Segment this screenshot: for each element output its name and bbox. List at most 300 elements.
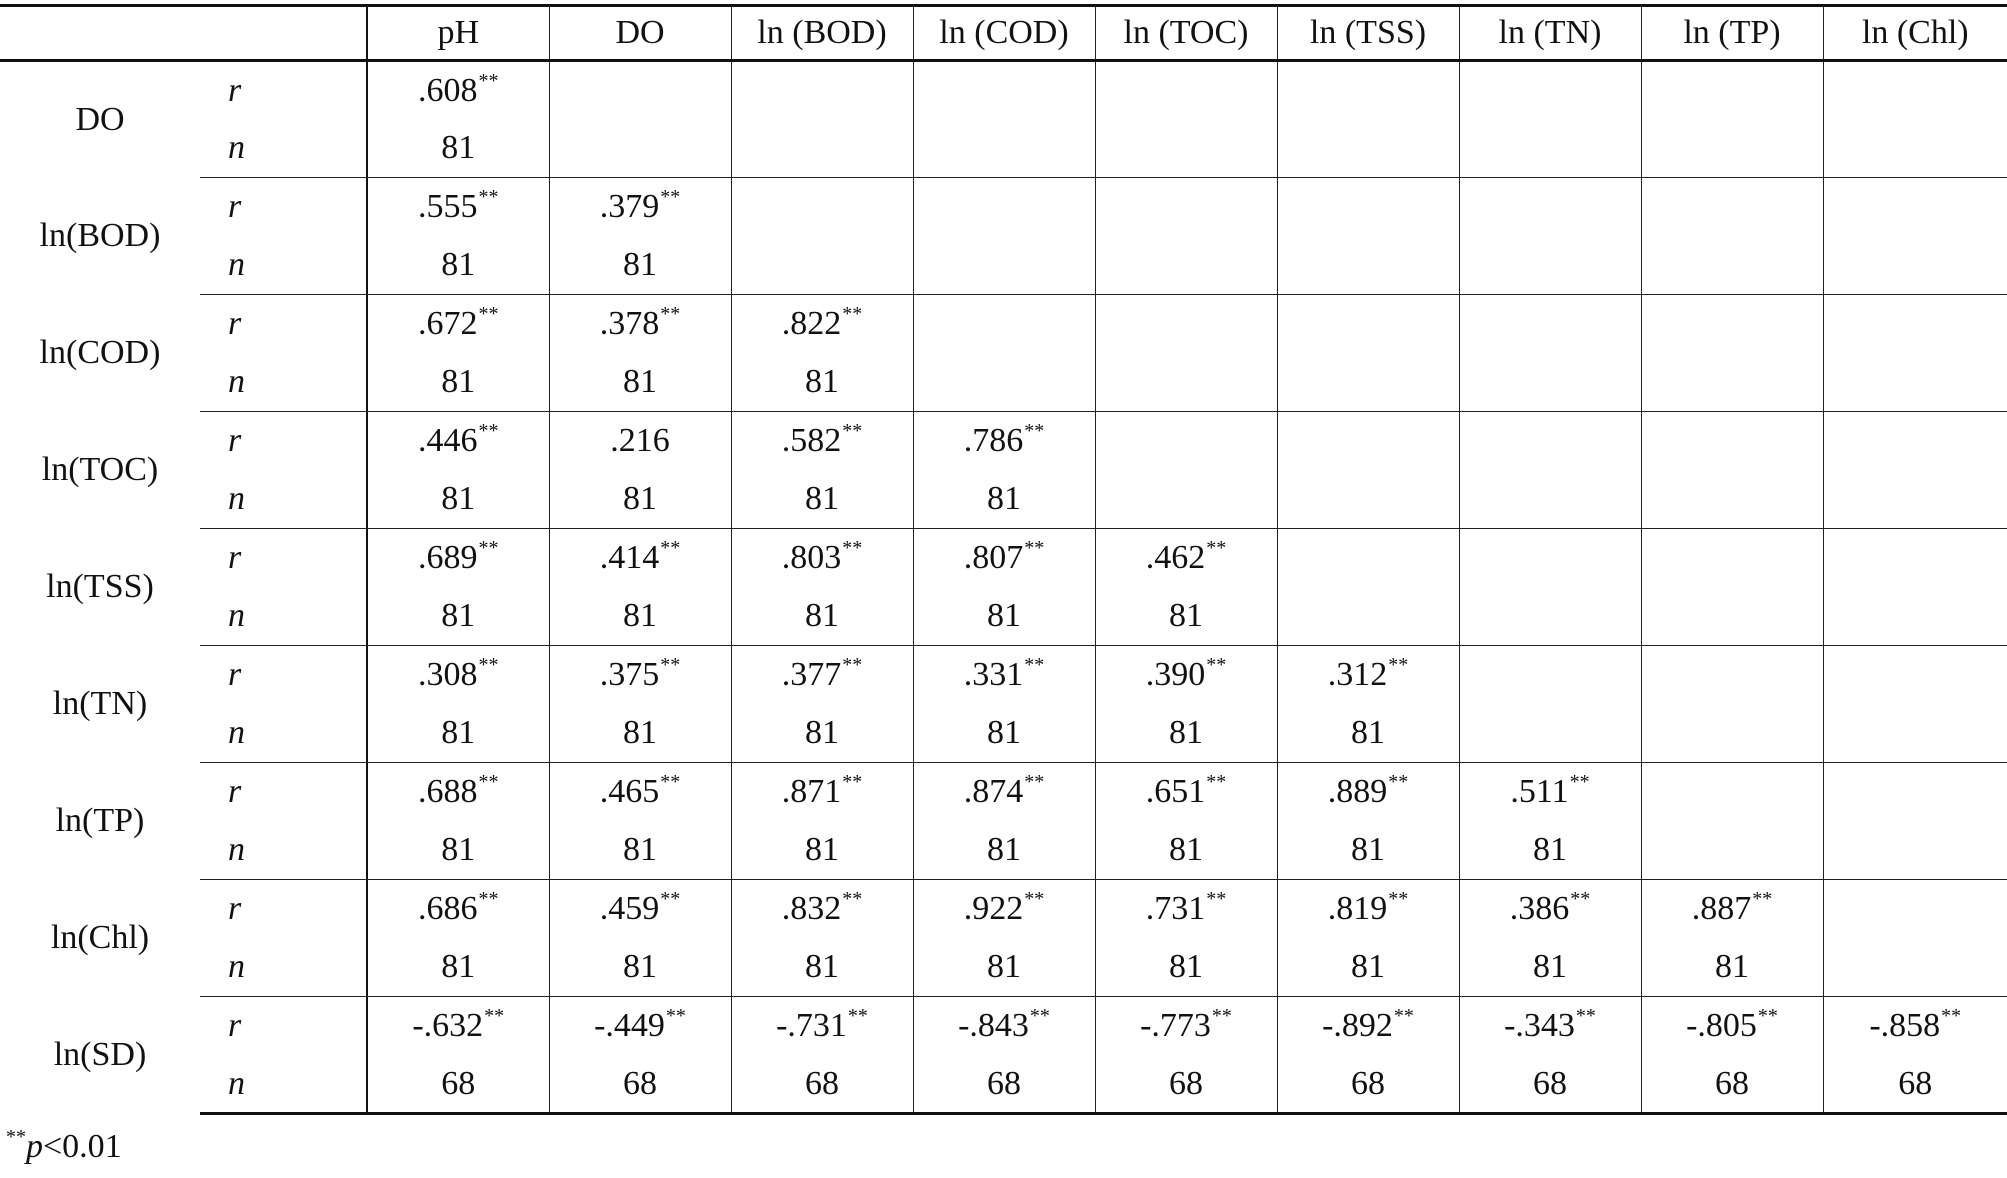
n-value: 81 [1169, 831, 1203, 868]
row-label: ln(TOC) [41, 451, 159, 488]
correlation-cell [1095, 61, 1277, 120]
correlation-cell [731, 295, 913, 354]
significance-mark: ** [1029, 1005, 1050, 1027]
r-value: .378 [599, 305, 660, 342]
correlation-cell [1459, 646, 1641, 705]
count-cell [1277, 704, 1459, 763]
count-cell [1459, 353, 1641, 412]
count-cell [1277, 938, 1459, 997]
correlation-cell [367, 295, 549, 354]
count-cell [913, 1055, 1095, 1114]
n-value: 68 [623, 1064, 657, 1102]
count-cell [1459, 938, 1641, 997]
significance-mark: ** [1388, 888, 1409, 910]
n-value: 81 [623, 480, 657, 517]
corner-cell [0, 6, 200, 61]
r-value: .803 [781, 539, 842, 576]
count-cell [913, 821, 1095, 880]
r-value: .871 [781, 773, 842, 810]
correlation-cell [1277, 880, 1459, 939]
count-cell [1823, 1055, 2007, 1114]
count-cell [1277, 353, 1459, 412]
count-cell [1823, 821, 2007, 880]
count-cell [1641, 119, 1823, 178]
correlation-cell [1277, 178, 1459, 237]
significance-mark: ** [1206, 771, 1227, 793]
count-cell [1823, 236, 2007, 295]
correlation-cell [1641, 412, 1823, 471]
correlation-cell [1823, 763, 2007, 822]
count-cell [913, 353, 1095, 412]
r-value: .375 [599, 656, 660, 693]
correlation-cell [913, 763, 1095, 822]
count-cell [1095, 704, 1277, 763]
n-row [0, 236, 2007, 295]
correlation-cell [1459, 529, 1641, 588]
correlation-table [0, 4, 2007, 1115]
correlation-cell [731, 529, 913, 588]
r-value: -.632 [412, 1007, 484, 1044]
stat-label: r [228, 71, 242, 109]
correlation-cell [549, 178, 731, 237]
significance-mark: ** [1941, 1005, 1962, 1027]
correlation-cell [1277, 763, 1459, 822]
correlation-cell [1641, 763, 1823, 822]
n-value: 81 [441, 714, 476, 751]
correlation-cell [1277, 529, 1459, 588]
count-cell [367, 704, 549, 763]
correlation-cell [913, 178, 1095, 237]
correlation-cell [731, 412, 913, 471]
n-value: 81 [1533, 948, 1567, 985]
count-cell [1641, 704, 1823, 763]
r-value: -.858 [1869, 1007, 1941, 1044]
stat-label: n [200, 587, 367, 646]
count-cell [549, 938, 731, 997]
correlation-cell [1459, 412, 1641, 471]
correlation-cell [1277, 412, 1459, 471]
count-cell [549, 470, 731, 529]
count-cell [1823, 119, 2007, 178]
significance-mark: ** [847, 1005, 868, 1027]
r-value: .446 [418, 422, 478, 459]
significance-mark: ** [478, 420, 499, 442]
r-value: .922 [963, 890, 1024, 927]
count-cell [1641, 821, 1823, 880]
significance-mark: ** [660, 186, 681, 208]
correlation-cell [367, 412, 549, 471]
r-value: .689 [418, 539, 478, 576]
significance-mark: ** [842, 888, 863, 910]
significance-mark: ** [478, 654, 499, 676]
significance-mark: ** [1024, 654, 1045, 676]
n-value: 68 [987, 1064, 1021, 1102]
r-value: .807 [963, 539, 1024, 576]
count-cell [1095, 1055, 1277, 1114]
count-cell [367, 119, 549, 178]
correlation-cell [1823, 295, 2007, 354]
correlation-cell [1095, 880, 1277, 939]
correlation-cell [1095, 529, 1277, 588]
significance-mark: ** [1757, 1005, 1778, 1027]
count-cell [549, 236, 731, 295]
count-cell [549, 119, 731, 178]
row-label: ln(TP) [55, 802, 145, 839]
significance-mark: ** [1206, 537, 1227, 559]
significance-mark: ** [842, 771, 863, 793]
count-cell [1277, 587, 1459, 646]
n-value: 68 [1169, 1064, 1203, 1102]
n-value: 81 [1169, 714, 1203, 751]
count-cell [1641, 470, 1823, 529]
n-value: 81 [441, 129, 476, 166]
column-header: ln (COD) [913, 6, 1095, 61]
count-cell [367, 353, 549, 412]
correlation-cell [1095, 646, 1277, 705]
correlation-cell [1459, 763, 1641, 822]
count-cell [731, 119, 913, 178]
n-value: 81 [441, 246, 476, 283]
r-value: .465 [599, 773, 660, 810]
significance-mark: ** [1024, 771, 1045, 793]
correlation-cell [1095, 763, 1277, 822]
count-cell [913, 704, 1095, 763]
r-value: .377 [781, 656, 842, 693]
r-value: -.449 [594, 1007, 665, 1044]
correlation-cell [1823, 646, 2007, 705]
n-value: 81 [1715, 948, 1749, 985]
correlation-cell [731, 61, 913, 120]
n-value: 81 [805, 597, 839, 634]
count-cell [549, 587, 731, 646]
row-label: DO [75, 100, 125, 138]
r-row [0, 178, 2007, 237]
count-cell [1277, 470, 1459, 529]
correlation-cell [913, 997, 1095, 1056]
stat-label: r [228, 1007, 242, 1044]
footnote-p: p [26, 1128, 43, 1165]
n-value: 81 [441, 948, 476, 985]
stat-label: r [228, 656, 242, 693]
correlation-cell [1823, 529, 2007, 588]
correlation-cell [731, 997, 913, 1056]
count-cell [1823, 470, 2007, 529]
r-value: -.773 [1140, 1007, 1211, 1044]
r-value: -.892 [1322, 1007, 1393, 1044]
correlation-cell [549, 529, 731, 588]
count-cell [1641, 236, 1823, 295]
r-value: .651 [1145, 773, 1206, 810]
count-cell [1823, 353, 2007, 412]
stat-label: n [200, 1055, 367, 1114]
count-cell [913, 119, 1095, 178]
correlation-cell [1095, 412, 1277, 471]
correlation-cell [913, 529, 1095, 588]
count-cell [913, 938, 1095, 997]
n-value: 68 [1533, 1064, 1567, 1102]
stat-label: n [200, 821, 367, 880]
count-cell [1641, 587, 1823, 646]
significance-mark: ** [478, 69, 499, 92]
n-value: 81 [987, 597, 1021, 634]
row-label: ln(TSS) [46, 568, 154, 605]
count-cell [549, 821, 731, 880]
count-cell [549, 353, 731, 412]
count-cell [1459, 236, 1641, 295]
count-cell [1823, 704, 2007, 763]
r-value: .386 [1509, 890, 1570, 927]
r-value: .511 [1510, 773, 1569, 810]
significance-mark: ** [478, 186, 499, 208]
column-header: pH [367, 6, 549, 61]
count-cell [731, 470, 913, 529]
correlation-cell [1459, 295, 1641, 354]
n-value: 81 [1351, 714, 1385, 751]
correlation-cell [367, 178, 549, 237]
correlation-cell [367, 997, 549, 1056]
r-value: .379 [599, 188, 660, 225]
correlation-cell [731, 646, 913, 705]
r-value: -.805 [1686, 1007, 1757, 1044]
significance-mark: ** [842, 420, 863, 442]
count-cell [367, 587, 549, 646]
significance-mark: ** [478, 888, 499, 910]
correlation-cell [1459, 61, 1641, 120]
correlation-cell [1459, 880, 1641, 939]
column-header: ln (TSS) [1277, 6, 1459, 61]
count-cell [1095, 119, 1277, 178]
correlation-cell [367, 61, 549, 120]
count-cell [1459, 587, 1641, 646]
r-value: -.343 [1504, 1007, 1575, 1044]
column-header: DO [549, 6, 731, 61]
significance-mark: ** [1393, 1005, 1414, 1027]
n-value: 81 [1351, 948, 1385, 985]
n-row [0, 119, 2007, 178]
stat-label: r [228, 539, 242, 576]
significance-mark: ** [478, 303, 499, 325]
r-value: .686 [418, 890, 478, 927]
correlation-cell [549, 61, 731, 120]
stat-label: n [200, 938, 367, 997]
r-row [0, 997, 2007, 1056]
r-row [0, 763, 2007, 822]
significance-mark: ** [1024, 888, 1045, 910]
count-cell [1277, 821, 1459, 880]
stat-label: r [228, 305, 242, 342]
column-header: ln (TOC) [1095, 6, 1277, 61]
n-value: 81 [441, 363, 476, 400]
correlation-cell [913, 412, 1095, 471]
significance-mark: ** [842, 537, 863, 559]
r-row [0, 295, 2007, 354]
row-label: ln(SD) [53, 1036, 147, 1073]
column-header: ln (BOD) [731, 6, 913, 61]
count-cell [731, 938, 913, 997]
correlation-cell [1641, 61, 1823, 120]
significance-mark: ** [660, 888, 681, 910]
correlation-cell [1641, 997, 1823, 1056]
count-cell [1095, 470, 1277, 529]
column-header: ln (TP) [1641, 6, 1823, 61]
correlation-cell [913, 295, 1095, 354]
count-cell [731, 236, 913, 295]
r-value: .786 [963, 422, 1024, 459]
significance-mark: ** [1206, 888, 1227, 910]
count-cell [1641, 938, 1823, 997]
count-cell [731, 704, 913, 763]
correlation-cell [1641, 295, 1823, 354]
count-cell [367, 1055, 549, 1114]
header-row [0, 6, 2007, 61]
correlation-cell [367, 529, 549, 588]
count-cell [913, 587, 1095, 646]
count-cell [367, 236, 549, 295]
n-row [0, 938, 2007, 997]
significance-mark: ** [842, 303, 863, 325]
significance-mark: ** [478, 771, 499, 793]
correlation-cell [549, 646, 731, 705]
count-cell [1459, 1055, 1641, 1114]
count-cell [1095, 938, 1277, 997]
n-value: 81 [1351, 831, 1385, 868]
count-cell [1459, 704, 1641, 763]
correlation-cell [549, 997, 731, 1056]
count-cell [1095, 821, 1277, 880]
correlation-cell [1095, 295, 1277, 354]
n-value: 81 [805, 363, 839, 400]
table-body [0, 61, 2007, 1114]
n-row [0, 821, 2007, 880]
n-value: 81 [987, 714, 1021, 751]
count-cell [1277, 1055, 1459, 1114]
n-value: 81 [987, 831, 1021, 868]
column-header: ln (Chl) [1823, 6, 2007, 61]
r-value: .822 [781, 305, 842, 342]
r-value: .688 [418, 773, 478, 810]
n-value: 81 [441, 480, 476, 517]
significance-mark: ** [1569, 771, 1590, 793]
correlation-cell [1641, 529, 1823, 588]
count-cell [549, 1055, 731, 1114]
correlation-cell [731, 880, 913, 939]
n-row [0, 1055, 2007, 1114]
count-cell [731, 587, 913, 646]
n-value: 81 [805, 948, 839, 985]
count-cell [731, 353, 913, 412]
count-cell [1459, 821, 1641, 880]
count-cell [1641, 353, 1823, 412]
correlation-cell [1277, 997, 1459, 1056]
r-row [0, 61, 2007, 120]
stat-label: r [228, 890, 242, 927]
footnote-text: <0.01 [43, 1128, 122, 1165]
significance-mark: ** [665, 1005, 686, 1027]
stat-label: r [228, 422, 242, 459]
correlation-cell [1277, 295, 1459, 354]
count-cell [731, 1055, 913, 1114]
r-value: -.843 [958, 1007, 1029, 1044]
significance-mark: ** [1752, 888, 1773, 910]
stat-label: n [200, 236, 367, 295]
r-value: .414 [599, 539, 660, 576]
significance-mark: ** [842, 654, 863, 676]
n-value: 81 [623, 714, 657, 751]
significance-mark: ** [484, 1005, 505, 1027]
n-value: 68 [1898, 1064, 1933, 1102]
n-row [0, 470, 2007, 529]
n-value: 81 [1533, 831, 1567, 868]
count-cell [549, 704, 731, 763]
n-row [0, 704, 2007, 763]
correlation-cell [1277, 646, 1459, 705]
correlation-cell [1823, 412, 2007, 471]
count-cell [1095, 236, 1277, 295]
footnote-mark: ** [6, 1126, 26, 1148]
r-value: .390 [1145, 656, 1206, 693]
stat-label: n [200, 353, 367, 412]
stat-label: r [228, 773, 242, 810]
correlation-cell [1823, 61, 2007, 120]
r-value: .459 [599, 890, 660, 927]
correlation-cell [913, 61, 1095, 120]
count-cell [1095, 587, 1277, 646]
count-cell [1823, 938, 2007, 997]
row-label: ln(BOD) [39, 217, 161, 254]
correlation-cell [367, 763, 549, 822]
correlation-cell [1095, 997, 1277, 1056]
correlation-cell [367, 646, 549, 705]
stat-label: n [200, 704, 367, 763]
significance-mark: ** [1024, 420, 1045, 442]
correlation-cell [1641, 880, 1823, 939]
n-value: 81 [623, 363, 657, 400]
correlation-cell [1277, 61, 1459, 120]
correlation-cell [731, 178, 913, 237]
r-value: .312 [1327, 656, 1388, 693]
significance-mark: ** [660, 771, 681, 793]
count-cell [731, 821, 913, 880]
footnote [6, 1126, 122, 1165]
n-value: 81 [805, 714, 839, 751]
r-value: .308 [418, 656, 478, 693]
r-value: .731 [1145, 890, 1206, 927]
correlation-cell [913, 646, 1095, 705]
correlation-cell [549, 880, 731, 939]
n-value: 81 [623, 948, 657, 985]
significance-mark: ** [1211, 1005, 1232, 1027]
count-cell [1823, 587, 2007, 646]
significance-mark: ** [478, 537, 499, 559]
significance-mark: ** [660, 303, 681, 325]
count-cell [1095, 353, 1277, 412]
stat-label: r [228, 188, 242, 225]
r-row [0, 646, 2007, 705]
significance-mark: ** [1206, 654, 1227, 676]
r-value: .582 [781, 422, 842, 459]
n-value: 81 [441, 831, 476, 868]
correlation-cell [1459, 997, 1641, 1056]
count-cell [913, 236, 1095, 295]
significance-mark: ** [660, 654, 681, 676]
n-row [0, 587, 2007, 646]
n-row [0, 353, 2007, 412]
count-cell [1459, 470, 1641, 529]
row-label: ln(TN) [52, 685, 148, 722]
significance-mark: ** [1570, 888, 1591, 910]
n-value: 81 [623, 246, 657, 283]
r-value: .832 [781, 890, 842, 927]
